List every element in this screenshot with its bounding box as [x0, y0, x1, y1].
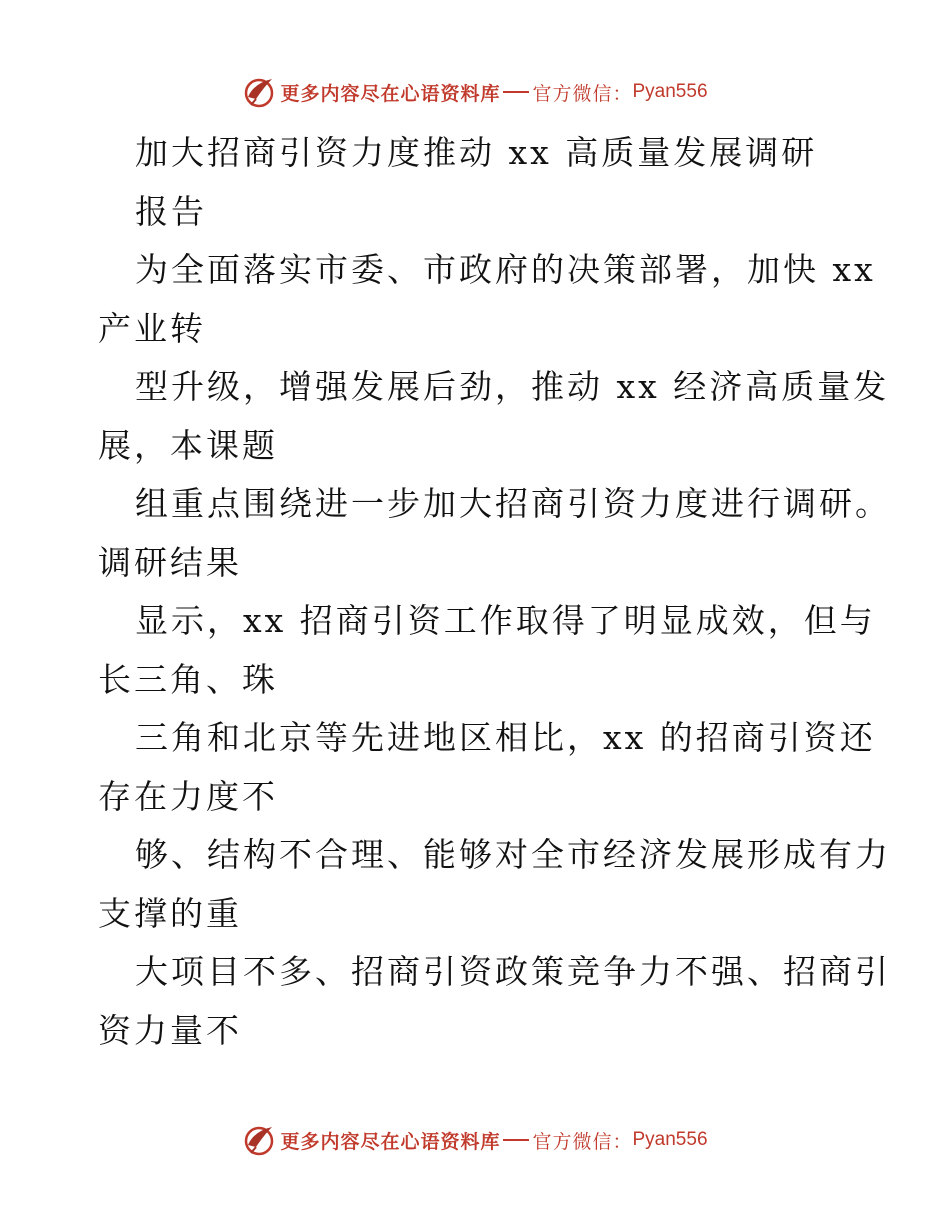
document-body [98, 124, 891, 1060]
text-line: 存在力度不 [98, 776, 278, 816]
footer-watermark [0, 1120, 950, 1160]
text-line: 加大招商引资力度推动 xx 高质量发展调研 [135, 133, 818, 172]
text-line: 为全面落实市委、市政府的决策部署，加快 xx [135, 250, 876, 289]
text-line: 资力量不 [98, 1010, 242, 1050]
text-line: 型升级，增强发展后劲，推动 xx 经济高质量发 [135, 367, 890, 406]
header-watermark [0, 72, 950, 112]
text-line: 三角和北京等先进地区相比，xx 的招商引资还 [135, 718, 876, 757]
watermark-dash [503, 1139, 529, 1141]
text-line: 产业转 [98, 308, 206, 348]
document-lines [98, 124, 891, 1060]
watermark-main-text: 更多内容尽在心语资料库 [280, 82, 501, 105]
text-line: 展，本课题 [98, 425, 278, 465]
watermark-sub-text: 官方微信： [532, 1130, 633, 1153]
text-line: 报告 [135, 191, 207, 231]
text-line: 组重点围绕进一步加大招商引资力度进行调研。 [135, 484, 891, 523]
text-line: 够、结构不合理、能够对全市经济发展形成有力 [135, 835, 891, 874]
text-line: 调研结果 [98, 542, 242, 582]
watermark-sub-text: 官方微信： [532, 82, 633, 105]
text-line: 显示，xx 招商引资工作取得了明显成效，但与 [135, 601, 876, 640]
watermark-id-text: Pyan556 [632, 1129, 708, 1150]
text-line: 大项目不多、招商引资政策竞争力不强、招商引 [135, 952, 891, 991]
watermark-main-text: 更多内容尽在心语资料库 [280, 1130, 501, 1153]
watermark-dash [503, 91, 529, 93]
quill-in-circle-icon [242, 75, 276, 109]
quill-in-circle-icon [242, 1123, 276, 1157]
watermark-id-text: Pyan556 [632, 81, 708, 102]
text-line: 支撑的重 [98, 893, 242, 933]
text-line: 长三角、珠 [98, 659, 278, 699]
